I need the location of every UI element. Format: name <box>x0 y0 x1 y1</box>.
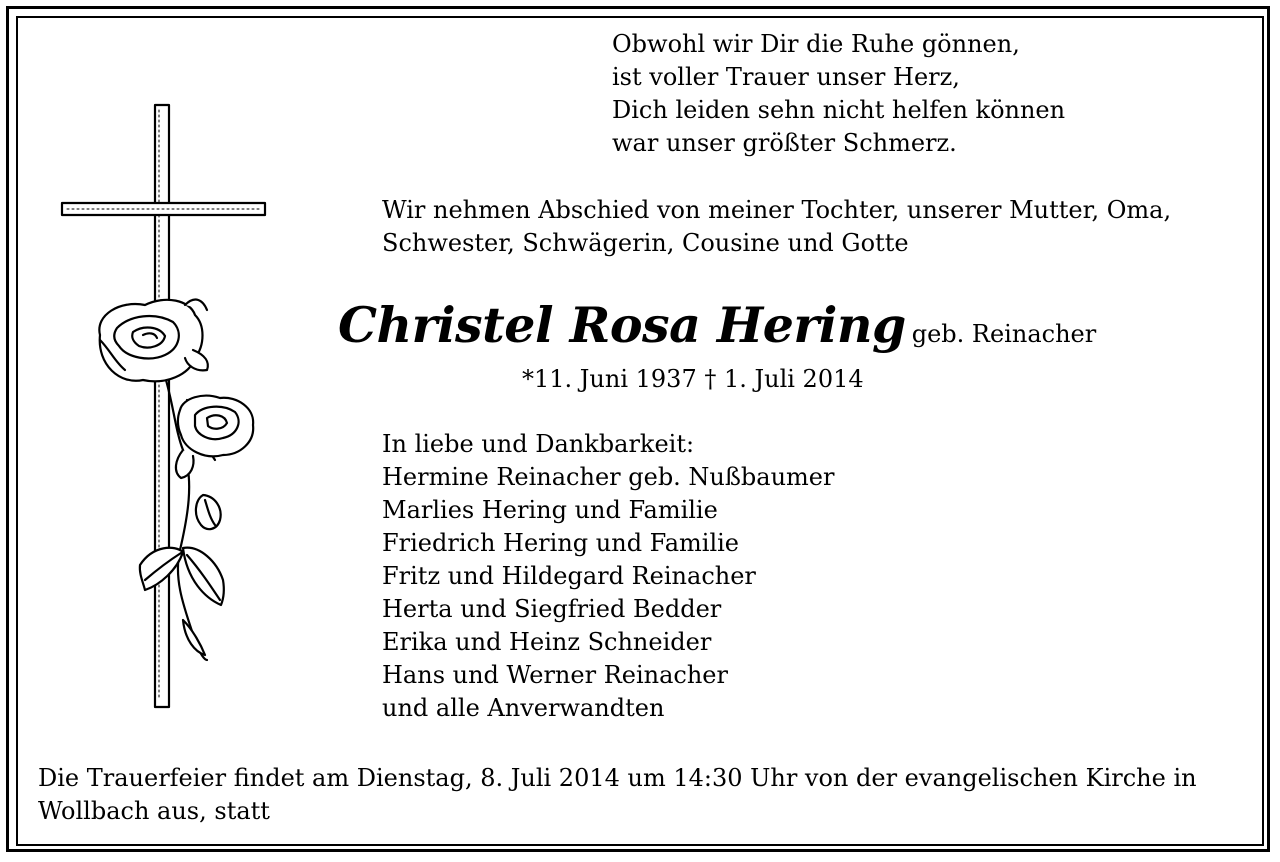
poem-line: Obwohl wir Dir die Ruhe gönnen, <box>612 30 1020 58</box>
intro-line: Schwester, Schwägerin, Cousine und Gotte <box>382 229 909 257</box>
poem <box>612 28 1065 160</box>
mourner-entry: Erika und Heinz Schneider <box>382 628 712 656</box>
mourners-list <box>382 428 834 725</box>
mourners-heading: In liebe und Dankbarkeit: <box>382 430 695 458</box>
poem-line: ist voller Trauer unser Herz, <box>612 63 960 91</box>
mourner-entry: Hans und Werner Reinacher <box>382 661 728 689</box>
funeral-line: Die Trauerfeier findet am Dienstag, 8. Juli 2014 um 14:30 Uhr von der evangelischen Kirche in <box>38 764 1197 792</box>
mourner-entry: und alle Anverwandten <box>382 694 665 722</box>
funeral-notice <box>38 762 1197 828</box>
mourner-entry: Hermine Reinacher geb. Nußbaumer <box>382 463 835 491</box>
mourner-entry: Marlies Hering und Familie <box>382 496 718 524</box>
poem-line: Dich leiden sehn nicht helfen können <box>612 96 1066 124</box>
mourner-entry: Friedrich Hering und Familie <box>382 529 739 557</box>
deceased-heading <box>338 296 1096 354</box>
maiden-name: geb. Reinacher <box>911 320 1097 348</box>
cross-with-roses-icon <box>55 100 275 715</box>
poem-line: war unser größter Schmerz. <box>612 129 957 157</box>
funeral-line: Wollbach aus, statt <box>38 797 270 825</box>
mourner-entry: Herta und Siegfried Bedder <box>382 595 722 623</box>
farewell-intro <box>382 194 1171 260</box>
deceased-name: Christel Rosa Hering <box>338 296 906 354</box>
life-dates: *11. Juni 1937 † 1. Juli 2014 <box>522 365 864 393</box>
mourner-entry: Fritz und Hildegard Reinacher <box>382 562 756 590</box>
intro-line: Wir nehmen Abschied von meiner Tochter, unserer Mutter, Oma, <box>382 196 1172 224</box>
